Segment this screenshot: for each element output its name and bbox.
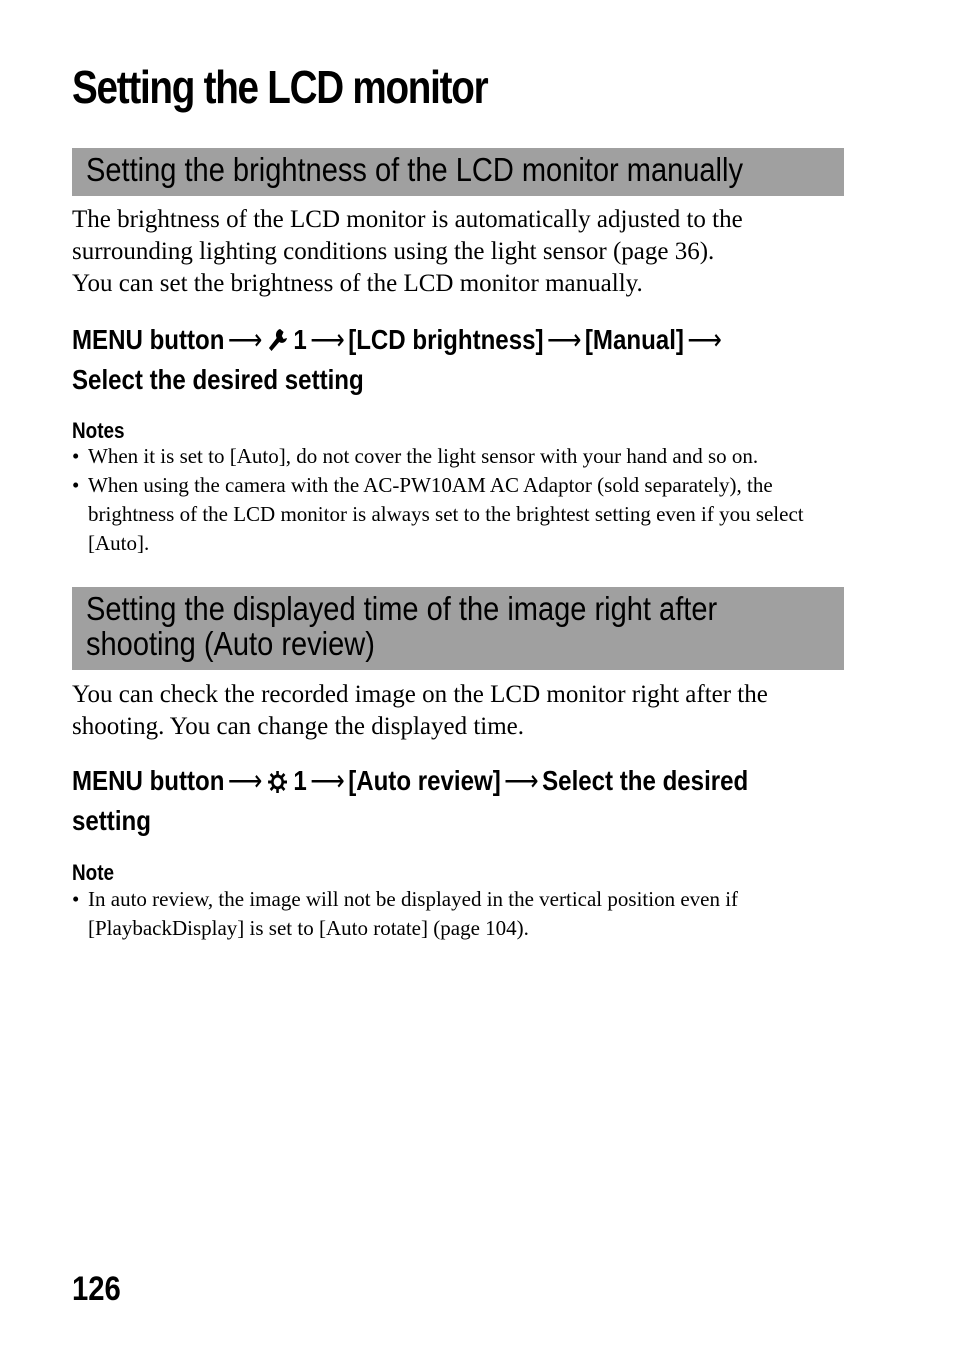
- notes-heading: Notes: [72, 418, 125, 443]
- menu-button-label: MENU button: [72, 765, 225, 796]
- intro-line: The brightness of the LCD monitor is automatically adjusted to the: [72, 206, 743, 233]
- note-heading: Note: [72, 860, 115, 885]
- gear-icon: [268, 767, 289, 803]
- notes-list: [72, 442, 852, 558]
- intro-line: You can check the recorded image on the LCD monitor right after the: [72, 681, 768, 708]
- intro-paragraph-brightness: [72, 204, 852, 300]
- page-number: 126: [72, 1270, 121, 1308]
- menu-page-number: 1: [293, 765, 307, 796]
- notes-list: [72, 885, 852, 943]
- menu-item-manual: [Manual]: [584, 324, 684, 355]
- note-item: • When using the camera with the AC-PW10AM AC Adaptor (sold separately), the brightness of the LCD monitor is always set to the brightest setting even if you select [Auto].: [72, 471, 852, 558]
- arrow-right-icon: ⟶: [227, 324, 263, 355]
- wrench-icon: [268, 326, 289, 362]
- menu-path-brightness: [72, 322, 794, 398]
- intro-line: You can set the brightness of the LCD monitor manually.: [72, 270, 643, 297]
- arrow-right-icon: ⟶: [227, 765, 263, 796]
- section-heading-auto-review: [72, 587, 844, 670]
- menu-final-step: Select the desired setting: [72, 765, 749, 836]
- menu-button-label: MENU button: [72, 324, 225, 355]
- page-title: Setting the LCD monitor: [72, 61, 488, 113]
- arrow-right-icon: ⟶: [310, 324, 345, 355]
- arrow-right-icon: ⟶: [504, 765, 539, 796]
- arrow-right-icon: ⟶: [310, 765, 345, 796]
- note-item: • When it is set to [Auto], do not cover the light sensor with your hand and so on.: [72, 442, 852, 471]
- menu-page-number: 1: [293, 324, 307, 355]
- section-heading-text: Setting the displayed time of the image right after shooting (Auto review): [86, 590, 718, 662]
- menu-final-step: Select the desired setting: [72, 364, 364, 395]
- menu-item-lcd-brightness: [LCD brightness]: [348, 324, 544, 355]
- arrow-right-icon: ⟶: [687, 324, 722, 355]
- section-heading-brightness: [72, 148, 844, 196]
- menu-path-auto-review: [72, 763, 794, 839]
- note-item: • In auto review, the image will not be displayed in the vertical position even if [PlaybackDisplay] is set to [Auto rotate] (page 104).: [72, 885, 852, 943]
- section-heading-text: Setting the brightness of the LCD monitor manually: [86, 151, 743, 188]
- intro-line: surrounding lighting conditions using the light sensor (page 36).: [72, 238, 715, 265]
- intro-line: shooting. You can change the displayed time.: [72, 713, 525, 740]
- arrow-right-icon: ⟶: [546, 324, 582, 355]
- intro-paragraph-auto-review: [72, 679, 852, 743]
- menu-item-auto-review: [Auto review]: [348, 765, 501, 796]
